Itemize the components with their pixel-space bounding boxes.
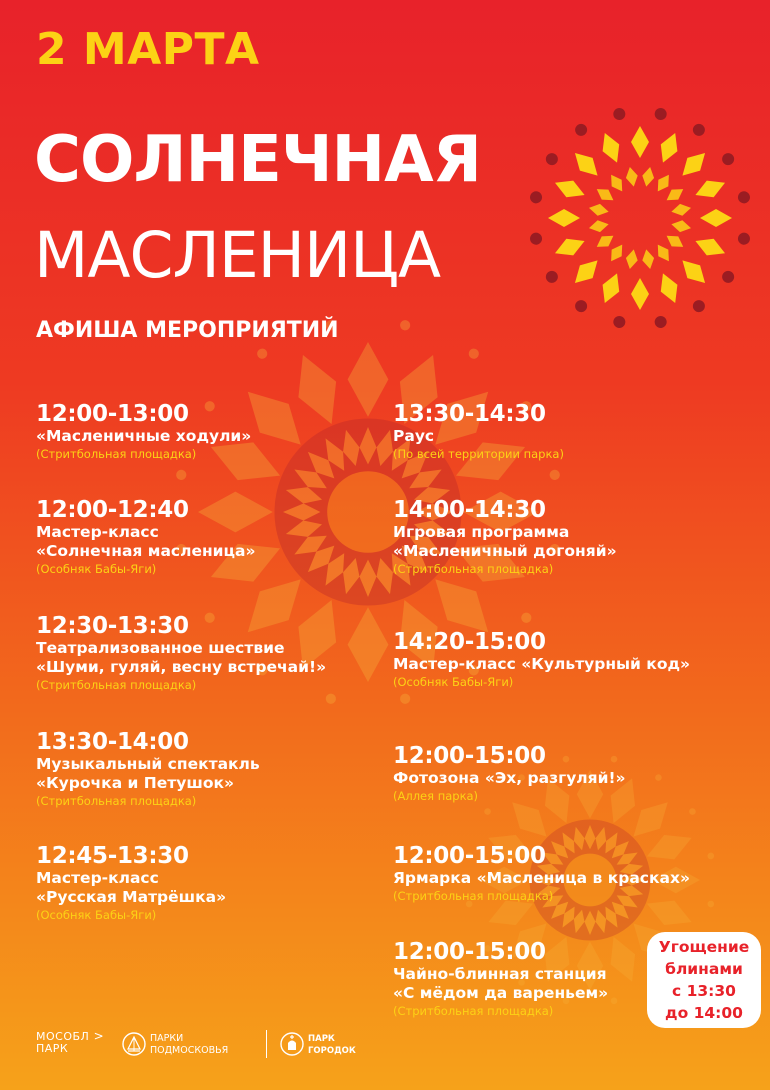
event-date: 2 МАРТА <box>36 24 260 75</box>
page-title-line1: СОЛНЕЧНАЯ <box>34 123 481 197</box>
sun-inner-diamond <box>606 241 627 264</box>
badge-line: Угощение <box>658 938 750 956</box>
event-item <box>36 498 386 578</box>
mandala-dot <box>519 611 533 625</box>
event-time: 12:45-13:30 <box>36 843 189 869</box>
mandala-inner-petal <box>290 462 331 495</box>
event-place: (Особняк Бабы-Яги) <box>393 675 514 689</box>
page-subtitle: АФИША МЕРОПРИЯТИЙ <box>36 318 339 343</box>
church-icon <box>280 1030 304 1058</box>
event-name: «Русская Матрёшка» <box>36 888 227 906</box>
sun-ray-dot <box>654 315 668 329</box>
mandala-dot <box>688 807 697 816</box>
sun-ray-dot <box>720 151 737 168</box>
sun-ray-diamond <box>676 147 711 182</box>
event-time: 12:30-13:30 <box>36 613 189 639</box>
event-item <box>393 744 743 805</box>
mandala-dot <box>399 319 411 331</box>
sun-ray-dot <box>544 151 561 168</box>
park-gorodok-logo <box>308 1033 356 1057</box>
event-name: Игровая программа <box>393 523 570 541</box>
mandala-dot <box>175 469 187 481</box>
event-name: «Солнечная масленица» <box>36 542 256 560</box>
sun-ray-dot <box>612 107 626 121</box>
badge-line: с 13:30 <box>672 982 736 1000</box>
badge-line: до 14:00 <box>665 1004 743 1022</box>
mandala-dot <box>483 807 492 816</box>
logo-text: ПАРК <box>36 1042 69 1055</box>
sun-inner-diamond <box>624 248 640 270</box>
event-time: 14:20-15:00 <box>393 629 546 655</box>
event-item <box>393 498 743 578</box>
sun-ray-dot <box>529 190 543 204</box>
sun-ray-dot <box>612 315 626 329</box>
mandala-dot <box>399 693 411 705</box>
logo-text: МОСОБЛ <box>36 1030 90 1043</box>
sun-ray-diamond <box>596 270 625 306</box>
mandala-inner-petal <box>570 908 587 934</box>
mosoblpark-logo <box>36 1030 104 1055</box>
sun-inner-diamond <box>653 171 674 194</box>
sun-ray-dot <box>573 298 590 315</box>
sun-ray-diamond <box>631 126 649 158</box>
pavilion-icon <box>122 1030 146 1058</box>
sun-inner-diamond <box>640 248 656 270</box>
sun-ray-dot <box>720 269 737 286</box>
event-name: «Шуми, гуляй, весну встречай!» <box>36 658 327 676</box>
mandala-dot <box>325 693 337 705</box>
mandala-inner-petal <box>601 904 623 930</box>
sun-ray-diamond <box>548 209 580 227</box>
mandala-inner-petal <box>405 462 446 495</box>
sun-inner-diamond <box>670 202 692 218</box>
logo-divider <box>266 1030 267 1058</box>
event-name: Мастер-класс <box>36 523 159 541</box>
sun-ray-dot <box>529 232 543 246</box>
event-time: 13:30-14:30 <box>393 401 546 427</box>
parki-podmoskovya-logo <box>150 1033 228 1057</box>
logo-text: ГОРОДОК <box>308 1046 356 1056</box>
sun-inner-diamond <box>593 184 616 205</box>
event-place: (Стритбольная площадка) <box>393 562 554 576</box>
footer-logos <box>36 1028 396 1064</box>
sun-ray-diamond <box>700 209 732 227</box>
logo-text: ПАРКИ <box>150 1033 184 1044</box>
event-name: Фотозона «Эх, разгуляй!» <box>393 769 626 787</box>
sun-ornament-icon <box>529 107 751 329</box>
sun-ray-diamond <box>569 147 604 182</box>
page-title-line2: МАСЛЕНИЦА <box>34 219 441 292</box>
event-time: 12:00-15:00 <box>393 843 546 869</box>
event-place: (Особняк Бабы-Яги) <box>36 562 157 576</box>
mandala-inner-petal <box>558 904 580 930</box>
event-name: Чайно-блинная станция <box>393 965 607 983</box>
park-arrow-icon: > <box>89 1029 105 1043</box>
sun-ray-dot <box>691 298 708 315</box>
event-place: (По всей территории парка) <box>393 447 564 461</box>
logo-text: ПАРК <box>308 1034 335 1044</box>
pancake-treat-badge <box>647 932 761 1028</box>
event-item <box>36 844 386 924</box>
event-place: (Стритбольная площадка) <box>36 678 197 692</box>
event-place: (Стритбольная площадка) <box>393 1004 554 1018</box>
sun-ray-diamond <box>596 130 625 166</box>
sun-ray-dot <box>544 269 561 286</box>
event-name: «С мёдом да вареньем» <box>393 984 609 1002</box>
sun-inner-diamond <box>670 218 692 234</box>
sun-ray-diamond <box>676 254 711 289</box>
event-time: 12:00-12:40 <box>36 497 189 523</box>
sun-ray-diamond <box>655 270 684 306</box>
mandala-dot <box>467 347 481 361</box>
logo-text: ПОДМОСКОВЬЯ <box>150 1045 229 1056</box>
sun-inner-diamond <box>588 218 610 234</box>
event-place: (Аллея парка) <box>393 789 479 803</box>
event-time: 12:00-15:00 <box>393 743 546 769</box>
event-name: «Масленичные ходули» <box>36 427 252 445</box>
event-name: «Курочка и Петушок» <box>36 774 235 792</box>
event-name: Мастер-класс «Культурный код» <box>393 655 691 673</box>
sun-ray-diamond <box>692 174 728 203</box>
sun-ray-dot <box>691 122 708 139</box>
event-item <box>36 402 386 463</box>
event-name: «Масленичный догоняй» <box>393 542 617 560</box>
sun-inner-diamond <box>663 184 686 205</box>
event-name: Раус <box>393 427 435 445</box>
event-item <box>393 402 743 463</box>
event-place: (Стритбольная площадка) <box>393 889 554 903</box>
sun-ray-diamond <box>655 130 684 166</box>
event-item <box>393 630 743 691</box>
event-place: (Стритбольная площадка) <box>36 794 197 808</box>
sun-inner-diamond <box>663 231 686 252</box>
mandala-dot <box>255 347 269 361</box>
event-place: (Особняк Бабы-Яги) <box>36 908 157 922</box>
event-item <box>36 614 386 694</box>
sun-inner-diamond <box>624 166 640 188</box>
sun-ray-dot <box>573 122 590 139</box>
sun-ray-diamond <box>552 233 588 262</box>
event-place: (Стритбольная площадка) <box>36 447 197 461</box>
event-item <box>36 730 386 810</box>
event-time: 14:00-14:30 <box>393 497 546 523</box>
sun-ray-dot <box>654 107 668 121</box>
sun-ray-diamond <box>552 174 588 203</box>
sun-ray-dot <box>737 190 751 204</box>
event-name: Ярмарка «Масленица в красках» <box>393 869 690 887</box>
sun-inner-diamond <box>606 171 627 194</box>
event-time: 12:00-15:00 <box>393 939 546 965</box>
event-time: 12:00-13:00 <box>36 401 189 427</box>
mandala-dot <box>549 469 561 481</box>
mandala-inner-petal <box>585 911 596 935</box>
sun-ray-diamond <box>692 233 728 262</box>
badge-line: блинами <box>665 960 743 978</box>
event-name: Театрализованное шествие <box>36 639 285 657</box>
event-time: 13:30-14:00 <box>36 729 189 755</box>
sun-inner-diamond <box>588 202 610 218</box>
event-name: Музыкальный спектакль <box>36 755 260 773</box>
event-item <box>393 844 743 905</box>
sun-inner-diamond <box>593 231 616 252</box>
sun-inner-diamond <box>640 166 656 188</box>
sun-inner-diamond <box>653 241 674 264</box>
sun-ray-dot <box>737 232 751 246</box>
sun-ray-diamond <box>569 254 604 289</box>
event-name: Мастер-класс <box>36 869 159 887</box>
sun-ray-diamond <box>631 278 649 310</box>
mandala-inner-petal <box>593 908 610 934</box>
